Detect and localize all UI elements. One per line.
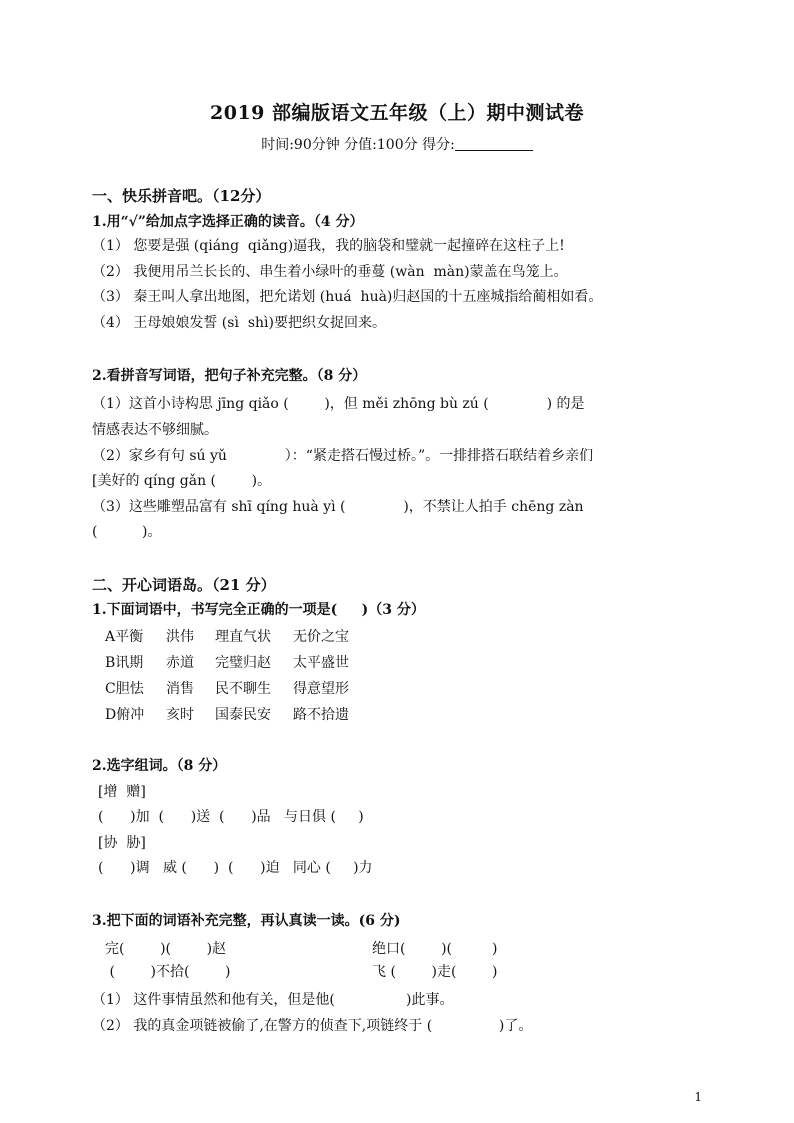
part1-q2-line: （2）家乡有句 sú yǔ ）：“紧走搭石慢过桥。”。一排排搭石联结着乡亲们 [92,448,594,464]
option-word: 民不聊生 [215,681,271,697]
part1-q1-title: 1.用“√”给加点字选择正确的读音。（4 分） [92,214,364,230]
part2-q3-sentence: （1） 这件事情虽然和他有关，但是他( )此事。 [92,992,454,1008]
exam-title: 2019 部编版语文五年级（上）期中测试卷 [210,102,584,124]
part2-q3-title: 3.把下面的词语补充完整，再认真读一读。(6 分) [92,913,401,929]
part1-q2-line: （1）这首小诗构思 jīng qiǎo ( )，但 měi zhōng bù zú ( ) 的是 [92,396,585,412]
part2-q2-line: [协 胁] [98,835,146,851]
option-word: 路不拾遗 [293,707,349,723]
part1-q1-item: （1） 您要是强 (qiáng qiǎng)逼我，我的脑袋和璧就一起撞碎在这柱子上! [92,238,565,254]
option-word: 洪伟 [166,629,194,645]
part2-q2-line: ( )加 ( )送 ( )品 与日俱 ( ) [98,809,364,825]
part2-q2-title: 2.选字组词。（8 分） [92,758,227,774]
option-word: 国泰民安 [215,707,271,723]
idiom-blank: 绝口( )( ) [372,941,498,957]
part1-q2-line: [美好的 qíng gǎn ( )。 [92,473,272,489]
idiom-blank: 飞 ( )走( ) [372,964,498,980]
option-word: 得意望形 [293,681,349,697]
option-word: 理直气状 [215,629,271,645]
option-word: 消售 [166,681,194,697]
part1-q2-line: （3）这些雕塑品富有 shī qíng huà yì ( )，不禁让人拍手 chēng zàn [92,499,584,515]
option-word: A平衡 [105,629,144,645]
part2-heading: 二、开心词语岛。（21 分） [92,576,276,594]
option-word: 太平盛世 [293,655,349,671]
idiom-blank: 完( )( )赵 [105,941,227,957]
part2-q3-sentence: （2） 我的真金项链被偷了,在警方的侦查下,项链终于 ( )了。 [92,1018,533,1034]
part2-q1-title: 1.下面词语中，书写完全正确的一项是( )（3 分） [92,602,425,618]
option-word: 无价之宝 [293,629,349,645]
part1-q2-line: 情感表达不够细腻。 [92,422,218,438]
part1-q1-item: （2） 我便用吊兰长长的、串生着小绿叶的垂蔓 (wàn màn)蒙盖在鸟笼上。 [92,264,568,280]
exam-meta: 时间:90分钟 分值:100分 得分: [261,137,455,153]
option-word: 亥时 [166,707,194,723]
idiom-blank: ( )不拾( ) [105,964,231,980]
part1-q2-line: ( )。 [92,524,162,540]
part2-q2-line: [增 赠] [98,784,146,800]
part1-q1-item: （3） 秦王叫人拿出地图，把允诺划 (huá huà)归赵国的十五座城指给蔺相如看。 [92,289,603,305]
score-blank [455,150,533,151]
option-word: 完璧归赵 [215,655,271,671]
exam-subtitle [0,134,794,154]
option-word: 赤道 [166,655,194,671]
part1-q1-item: （4） 王母娘娘发誓 (sì shì)要把织女捉回来。 [92,315,386,331]
page-number: 1 [694,1090,702,1104]
part2-q2-line: ( )调 威 ( ) ( )迫 同心 ( )力 [98,860,373,876]
option-word: B讯期 [105,655,144,671]
option-word: D俯冲 [105,707,145,723]
option-word: C胆怯 [105,681,144,697]
part1-q2-title: 2.看拼音写词语，把句子补充完整。（8 分） [92,368,367,384]
part1-heading: 一、快乐拼音吧。（12分） [92,187,271,205]
